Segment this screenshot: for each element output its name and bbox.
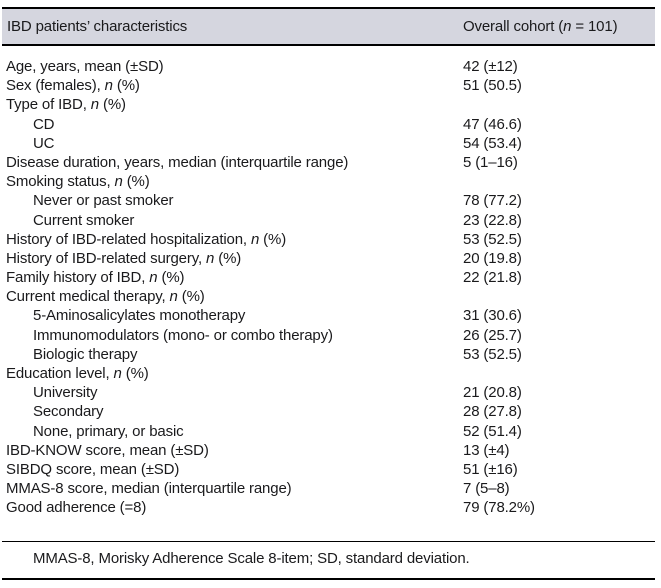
row-label: 5-Aminosalicylates monotherapy (33, 307, 246, 325)
row-value: 23 (22.8) (463, 211, 522, 229)
row-label: History of IBD-related surgery, n (%) (6, 249, 242, 267)
table-row (2, 211, 655, 230)
header-cohort-n-italic: n (563, 18, 572, 35)
row-label-n-italic: n (104, 77, 113, 95)
row-value: 51 (50.5) (463, 77, 522, 95)
row-value: 26 (25.7) (463, 326, 522, 344)
header-cohort-pre: Overall cohort ( (463, 18, 564, 35)
row-value: 21 (20.8) (463, 384, 522, 402)
table-row (2, 230, 655, 249)
row-label-n-italic: n (149, 269, 158, 287)
row-value: 78 (77.2) (463, 192, 522, 210)
table-rule-bottom (2, 578, 655, 580)
table-body (2, 57, 655, 518)
table-row (2, 115, 655, 134)
table-row (2, 76, 655, 95)
row-value: 51 (±16) (463, 460, 518, 478)
row-label: Biologic therapy (33, 345, 138, 363)
table-row (2, 172, 655, 191)
row-label-n-italic: n (114, 173, 123, 191)
table-row (2, 498, 655, 517)
row-label: CD (33, 115, 55, 133)
table-row (2, 191, 655, 210)
row-value: 53 (52.5) (463, 230, 522, 248)
row-label: Current smoker (33, 211, 135, 229)
row-label: Age, years, mean (±SD) (6, 58, 164, 75)
table-row (2, 134, 655, 153)
row-label-n-italic: n (113, 365, 122, 382)
table-row (2, 441, 655, 460)
table-row (2, 460, 655, 479)
row-label: None, primary, or basic (33, 422, 184, 440)
row-label-n-italic: n (169, 288, 178, 306)
table-footnote: MMAS-8, Morisky Adherence Scale 8-item; SD, standard deviation. (33, 550, 470, 567)
row-label: SIBDQ score, mean (±SD) (6, 460, 180, 478)
table-row (2, 268, 655, 287)
table-header-row (2, 9, 655, 44)
table-row (2, 57, 655, 76)
row-value: 79 (78.2%) (463, 499, 535, 517)
row-label: Immunomodulators (mono- or combo therapy) (33, 326, 333, 344)
row-label: Good adherence (=8) (6, 499, 147, 517)
header-col-characteristics: IBD patients’ characteristics (7, 18, 188, 35)
row-label: Education level, n (%) (6, 365, 149, 382)
row-value: 42 (±12) (463, 58, 518, 75)
table-row (2, 364, 655, 383)
row-value: 54 (53.4) (463, 134, 522, 152)
table-row (2, 479, 655, 498)
row-value: 22 (21.8) (463, 269, 522, 287)
row-label: IBD-KNOW score, mean (±SD) (6, 441, 209, 459)
row-value: 31 (30.6) (463, 307, 522, 325)
row-label: Never or past smoker (33, 192, 174, 210)
row-value: 13 (±4) (463, 441, 510, 459)
row-label-n-italic: n (90, 96, 99, 114)
table-row (2, 383, 655, 402)
row-value: 5 (1–16) (463, 153, 518, 171)
header-cohort-post: = 101) (571, 18, 618, 35)
row-value: 20 (19.8) (463, 249, 522, 267)
row-value: 52 (51.4) (463, 422, 522, 440)
row-label: History of IBD-related hospitalization, n (%) (6, 230, 287, 248)
row-value: 28 (27.8) (463, 403, 522, 421)
row-label: UC (33, 134, 55, 152)
row-value: 53 (52.5) (463, 345, 522, 363)
table-row (2, 422, 655, 441)
row-label-n-italic: n (206, 249, 215, 267)
table-row (2, 153, 655, 172)
row-label: Family history of IBD, n (%) (6, 269, 185, 287)
table-rule-header-bottom (2, 44, 655, 46)
row-value: 47 (46.6) (463, 115, 522, 133)
table-row (2, 95, 655, 114)
row-label: Smoking status, n (%) (6, 173, 150, 191)
row-label: University (33, 384, 98, 402)
header-col-cohort (463, 9, 617, 44)
paper-table (2, 7, 655, 580)
table-row (2, 287, 655, 306)
row-label: Disease duration, years, median (interquartile range) (6, 153, 349, 171)
table-row (2, 345, 655, 364)
row-label: Current medical therapy, n (%) (6, 288, 205, 306)
table-row (2, 326, 655, 345)
table-row (2, 249, 655, 268)
row-label-n-italic: n (250, 230, 260, 248)
row-value: 7 (5–8) (463, 480, 510, 498)
row-label: Type of IBD, n (%) (6, 96, 126, 114)
row-label: Sex (females), n (%) (6, 77, 140, 95)
row-label: Secondary (33, 403, 104, 421)
table-row (2, 306, 655, 325)
row-label: MMAS-8 score, median (interquartile range) (6, 480, 292, 498)
table-row (2, 402, 655, 421)
